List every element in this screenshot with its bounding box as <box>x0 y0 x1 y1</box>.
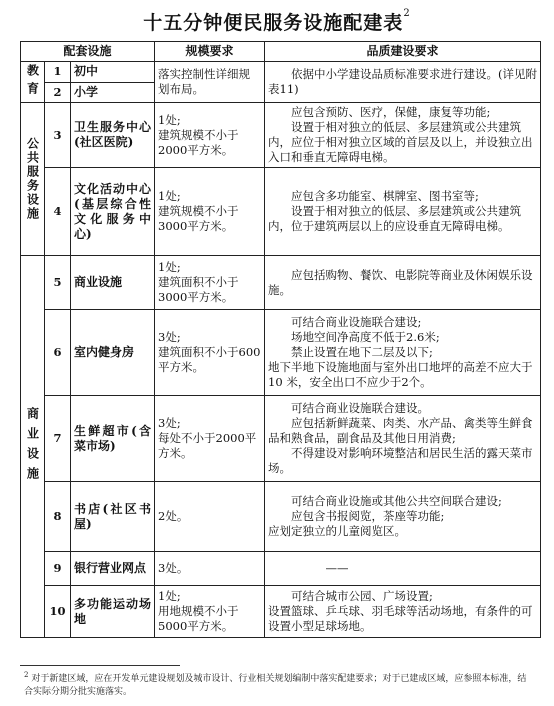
header-quality: 品质建设要求 <box>265 42 541 62</box>
footnote-mark: 2 <box>24 671 29 679</box>
scale-cell: 3处; 建筑面积不小于600平方米。 <box>155 310 265 396</box>
facility-name: 商业设施 <box>71 256 155 310</box>
scale-cell: 1处; 建筑规模不小于2000平方米。 <box>155 103 265 168</box>
row-number: 3 <box>45 103 71 168</box>
facility-name: 小学 <box>71 82 155 103</box>
scale-cell: 1处; 建筑规模不小于3000平方米。 <box>155 168 265 256</box>
facility-name: 文化活动中心(基层综合性文化服务中心) <box>71 168 155 256</box>
scale-cell: 2处。 <box>155 482 265 552</box>
table-row <box>21 586 541 638</box>
group-public-services: 公共服务设施 <box>21 103 45 256</box>
facility-name: 室内健身房 <box>71 310 155 396</box>
table-row <box>21 62 541 83</box>
table-row <box>21 103 541 168</box>
facility-name: 生鲜超市(含菜市场) <box>71 396 155 482</box>
quality-cell: 应包含多功能室、棋牌室、图书室等; 设置于相对独立的低层、多层建筑或公共建筑内，位于建筑两层以上的应设垂直无障碍电梯。 <box>265 168 541 256</box>
title-footnote-mark: 2 <box>403 8 411 19</box>
page-title: 十五分钟便民服务设施配建表$^2$ <box>143 8 411 34</box>
edu-quality: 依据中小学建设品质标准要求进行建设。(详见附表11) <box>265 62 541 103</box>
row-number: 2 <box>45 82 71 103</box>
footnote: $^2$ 对于新建区域，应在开发单元建设规划及城市设计、行业相关规划编制中落实配建要求；对于已建成区域，应参照本标准，结合实际分期分批实施落实。 <box>24 671 527 697</box>
row-number: 4 <box>45 168 71 256</box>
facility-name: 银行营业网点 <box>71 552 155 586</box>
facility-table <box>20 41 541 638</box>
quality-cell: 可结合城市公园、广场设置; 设置篮球、乒乓球、羽毛球等活动场地，有条件的可设置小型足球场地。 <box>265 586 541 638</box>
facility-name: 多功能运动场地 <box>71 586 155 638</box>
table-row <box>21 396 541 482</box>
table-row <box>21 310 541 396</box>
row-number: 5 <box>45 256 71 310</box>
header-row <box>21 42 541 62</box>
table-row <box>21 168 541 256</box>
quality-cell: —— <box>265 552 541 586</box>
facility-name: 卫生服务中心(社区医院) <box>71 103 155 168</box>
quality-cell: 可结合商业设施联合建设; 场地空间净高度不低于2.6米; 禁止设置在地下二层及以下; 地下半地下设施地面与室外出口地坪的高差不应大于10 米，安全出口不应少于2个。 <box>265 310 541 396</box>
header-facility: 配套设施 <box>21 42 155 62</box>
quality-cell: 应包含预防、医疗，保健，康复等功能; 设置于相对独立的低层、多层建筑或公共建筑内，应位于相对独立区域的首层及以上，并设独立出入口和垂直无障碍电梯。 <box>265 103 541 168</box>
group-commerce: 商业设施 <box>21 256 45 638</box>
group-education: 教育 <box>21 62 45 103</box>
scale-cell: 3处; 每处不小于2000平方米。 <box>155 396 265 482</box>
row-number: 10 <box>45 586 71 638</box>
row-number: 7 <box>45 396 71 482</box>
row-number: 8 <box>45 482 71 552</box>
scale-cell: 3处。 <box>155 552 265 586</box>
table-row <box>21 552 541 586</box>
edu-scale: 落实控制性详细规划布局。 <box>155 62 265 103</box>
facility-name: 书店(社区书屋) <box>71 482 155 552</box>
quality-cell: 应包括购物、餐饮、电影院等商业及休闲娱乐设施。 <box>265 256 541 310</box>
table-row <box>21 482 541 552</box>
footnote-divider <box>20 665 180 666</box>
row-number: 1 <box>45 62 71 83</box>
facility-name: 初中 <box>71 62 155 83</box>
quality-cell: 可结合商业设施联合建设。 应包括新鲜蔬菜、肉类、水产品、禽类等生鲜食品和熟食品，副食品及其他日用消费; 不得建设对影响环境整洁和居民生活的露天菜市场。 <box>265 396 541 482</box>
scale-cell: 1处; 建筑面积不小于3000平方米。 <box>155 256 265 310</box>
quality-cell: 可结合商业设施或其他公共空间联合建设; 应包含书报阅览，茶座等功能; 应划定独立的儿童阅览区。 <box>265 482 541 552</box>
scale-cell: 1处; 用地规模不小于5000平方米。 <box>155 586 265 638</box>
row-number: 6 <box>45 310 71 396</box>
table-row <box>21 256 541 310</box>
header-scale: 规模要求 <box>155 42 265 62</box>
row-number: 9 <box>45 552 71 586</box>
